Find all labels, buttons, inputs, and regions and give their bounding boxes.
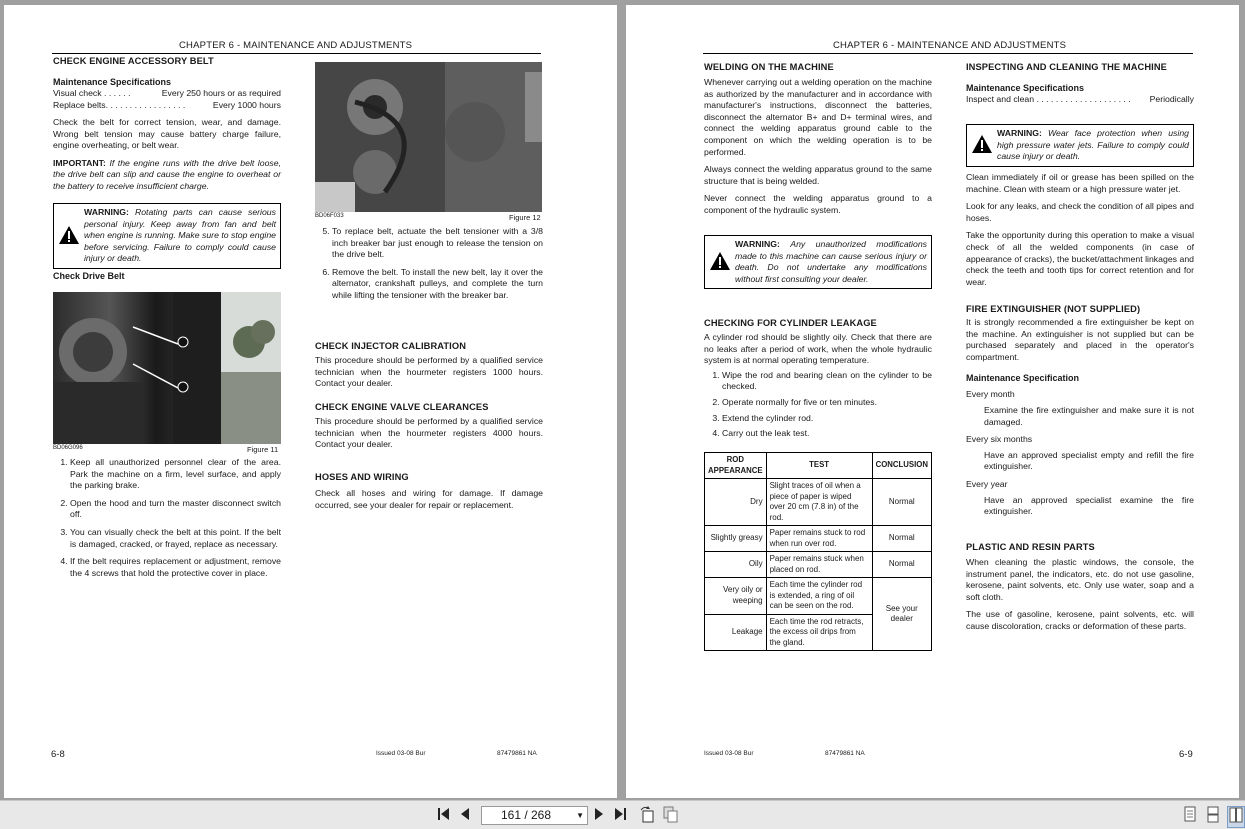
test-cell: Each time the rod retracts, the excess oil drips from the gland. [766, 614, 872, 651]
column-header: TEST [766, 453, 872, 479]
spec-heading: Maintenance Specifications [53, 77, 172, 87]
step: 2. Operate normally for five or ten minutes. [722, 397, 932, 409]
chapter-header: CHAPTER 6 - MAINTENANCE AND ADJUSTMENTS [833, 40, 1067, 51]
paragraph: This procedure should be performed by a qualified service technician when the hourmeter registers 1000 hours. Contact your dealer. [315, 355, 543, 389]
header-rule [52, 53, 541, 54]
section-heading: CHECK ENGINE ACCESSORY BELT [53, 56, 214, 66]
injector-section [315, 341, 543, 390]
spec-row: Visual check . . . . . . Every 250 hours or as required [53, 88, 281, 98]
last-page-icon[interactable] [613, 806, 627, 826]
interval-text: Have an approved specialist empty and refill the fire extinguisher. [984, 449, 1194, 472]
table-row [705, 552, 932, 578]
important-note: IMPORTANT: If the engine runs with the drive belt loose, the drive belt can slip and cause the engine to overheat or the battery to receive insufficient charge. [53, 157, 281, 191]
chevron-down-icon[interactable]: ▼ [576, 811, 584, 820]
appearance-cell: Leakage [705, 614, 767, 651]
figure-code: BD06G096 [53, 445, 83, 451]
single-page-view-icon[interactable] [1184, 806, 1196, 826]
section-heading: CHECK INJECTOR CALIBRATION [315, 341, 467, 351]
step: 3. You can visually check the belt at this point. If the belt is damaged, cracked, or frayed, replace as necessary. [70, 527, 281, 550]
spec-row: Replace belts. . . . . . . . . . . . . . . . . Every 1000 hours [53, 100, 281, 110]
step: 3. Extend the cylinder rod. [722, 413, 932, 425]
page-number-input[interactable]: 161 / 268 ▼ [481, 806, 588, 825]
figure-label: Figure 12 [509, 213, 541, 222]
appearance-cell: Very oily or weeping [705, 578, 767, 615]
conclusion-cell: Normal [872, 552, 931, 578]
section-heading: HOSES AND WIRING [315, 472, 409, 482]
left-page [4, 5, 617, 798]
warning-box: WARNING: Wear face protection when using high pressure water jets. Failure to comply could cause injury or death. [966, 124, 1194, 167]
inspecting-text: Clean immediately if oil or grease has been spilled on the machine. Clean with steam or a high pressure water jet. Look for any leaks, and check the condition of all pipes and hoses. Take the opportunity during this operation to make a visual check of all the welded components (in case of appearance of cracks), the bucket/attachment linkages and check the teeth and tooth tips for correct retention and for wear. [966, 172, 1194, 287]
leakage-section [704, 318, 932, 444]
left-column-1 [53, 56, 281, 199]
warning-box: WARNING: Any unauthorized modifications made to this machine can cause serious injury or death. Do not undertake any modifications without first consulting your dealer. [704, 235, 932, 289]
step: 1. Wipe the rod and bearing clean on the cylinder to be checked. [722, 370, 932, 393]
table-row [705, 526, 932, 552]
issued-text: Issued 03-08 Bur [376, 750, 426, 757]
column-header: ROD APPEARANCE [705, 453, 767, 479]
welding-text: Whenever carrying out a welding operation on the machine as authorized by the manufacturer and in accordance with manufacturer's instructions, disconnect the batteries, disconnect the alternator B+ and D+ terminal wires, and connect the welding apparatus ground cable to the component on which the welding operation is to be performed. Always connect the welding apparatus ground to the same structure that is being welded. Never connect the welding apparatus ground to a component of the hydraulic system. [704, 77, 932, 215]
hoses-section [315, 472, 543, 511]
section-heading: INSPECTING AND CLEANING THE MACHINE [966, 62, 1167, 72]
spec-heading: Maintenance Specifications [966, 83, 1085, 93]
extinguisher-section [966, 304, 1194, 518]
conclusion-cell: Normal [872, 479, 931, 526]
step: 4. Carry out the leak test. [722, 428, 932, 440]
rotate-page-icon[interactable] [639, 806, 655, 827]
test-cell: Paper remains stuck to rod when run over rod. [766, 526, 872, 552]
table-row [705, 479, 932, 526]
table-row [705, 578, 932, 615]
appearance-cell: Slightly greasy [705, 526, 767, 552]
paragraph: Check all hoses and wiring for damage. If damage occurred, see your dealer for repair or replacement. [315, 488, 543, 510]
previous-page-icon[interactable] [459, 806, 471, 826]
column-header: CONCLUSION [872, 453, 931, 479]
paragraph: Check the belt for correct tension, wear, and damage. Wrong belt tension may cause battery charge failure, engine overheating, or belt wear. [53, 117, 281, 151]
interval-label: Every month [966, 389, 1015, 400]
step: 6. Remove the belt. To install the new belt, lay it over the alternator, crankshaft pulleys, and complete the turn while lifting the tensioner with the breaker bar. [332, 267, 543, 302]
inspecting-section [966, 62, 1194, 105]
step: 4. If the belt requires replacement or adjustment, remove the 4 screws that hold the protective cover in place. [70, 556, 281, 579]
issued-text: Issued 03-08 Bur [704, 750, 754, 757]
warning-triangle-icon [58, 225, 80, 245]
paragraph: This procedure should be performed by a qualified service technician when the hourmeter registers 4000 hours. Contact your dealer. [315, 416, 543, 450]
page-number: 6-9 [1179, 749, 1193, 760]
conclusion-cell: Normal [872, 526, 931, 552]
subheading: Check Drive Belt [53, 271, 125, 281]
step: 1. Keep all unauthorized personnel clear of the area. Park the machine on a firm, level surface, and apply the parking brake. [70, 457, 281, 492]
appearance-cell: Dry [705, 479, 767, 526]
figure-11-photo [53, 292, 281, 444]
plastic-text: When cleaning the plastic windows, the console, the instrument panel, the indicators, etc. do not use gasoline, kerosene, paint solvents, etc. Only use water, soap and a soft cloth. The use of gasoline, kerosene, paint solvents, etc. will cause discoloration, cracks or deformation of these parts. [966, 557, 1194, 631]
section-heading: CHECK ENGINE VALVE CLEARANCES [315, 402, 489, 412]
test-cell: Slight traces of oil when a piece of paper is wiped over 20 cm (7.8 in) of the rod. [766, 479, 872, 526]
paragraph: A cylinder rod should be slightly oily. Check that there are no leaks after a period of work, when the whole hydraulic system is at normal operating temperature. [704, 332, 932, 366]
header-rule [703, 53, 1193, 54]
right-page [626, 5, 1239, 798]
section-heading: CHECKING FOR CYLINDER LEAKAGE [704, 318, 877, 328]
leakage-table [704, 452, 932, 651]
step: 5. To replace belt, actuate the belt tensioner with a 3/8 inch breaker bar just enough to release the tension on the drive belt. [332, 226, 543, 261]
table-header-row [705, 453, 932, 479]
plastic-section [966, 542, 1194, 639]
conclusion-cell: See your dealer [872, 578, 931, 651]
spec-heading: Maintenance Specification [966, 373, 1080, 384]
step: 2. Open the hood and turn the master disconnect switch off. [70, 498, 281, 521]
spec-row: Inspect and clean . . . . . . . . . . . . . . . . . . . . Periodically [966, 94, 1194, 104]
doc-number: 87479861 NA [825, 750, 865, 757]
appearance-cell: Oily [705, 552, 767, 578]
paragraph: It is strongly recommended a fire extinguisher be kept on the machine. An extinguisher is not supplied but can be purchased separately and placed in the operator's compartment. [966, 317, 1194, 362]
interval-text: Examine the fire extinguisher and make sure it is not damaged. [984, 404, 1194, 427]
warning-box: WARNING: Rotating parts can cause serious personal injury. Keep away from fan and belt when engine is running. Make sure to stop engine before servicing. Failure to comply could cause injury or death. [53, 203, 281, 269]
two-page-view-icon[interactable] [1227, 806, 1245, 828]
continuous-view-icon[interactable] [1207, 806, 1219, 827]
next-page-icon[interactable] [593, 806, 605, 826]
page-copy-icon[interactable] [663, 806, 679, 827]
welding-section [704, 62, 932, 223]
section-heading: PLASTIC AND RESIN PARTS [966, 542, 1095, 552]
page-number: 6-8 [51, 749, 65, 760]
figure-label: Figure 11 [247, 445, 279, 454]
warning-triangle-icon [971, 134, 993, 154]
first-page-icon[interactable] [437, 806, 451, 826]
figure-code: BD06F033 [315, 213, 344, 219]
viewer-toolbar [0, 800, 1245, 829]
figure-12-steps [315, 226, 543, 308]
test-cell: Paper remains stuck when placed on rod. [766, 552, 872, 578]
drive-belt-steps [53, 457, 281, 585]
valve-section [315, 402, 543, 451]
warning-triangle-icon [709, 251, 731, 271]
doc-number: 87479861 NA [497, 750, 537, 757]
figure-12-photo [315, 62, 542, 212]
interval-label: Every year [966, 478, 1008, 489]
test-cell: Each time the cylinder rod is extended, a ring of oil can be seen on the rod. [766, 578, 872, 615]
interval-text: Have an approved specialist examine the fire extinguisher. [984, 494, 1194, 517]
interval-label: Every six months [966, 434, 1033, 445]
chapter-header: CHAPTER 6 - MAINTENANCE AND ADJUSTMENTS [179, 40, 413, 51]
section-heading: FIRE EXTINGUISHER (NOT SUPPLIED) [966, 304, 1141, 314]
section-heading: WELDING ON THE MACHINE [704, 62, 834, 72]
